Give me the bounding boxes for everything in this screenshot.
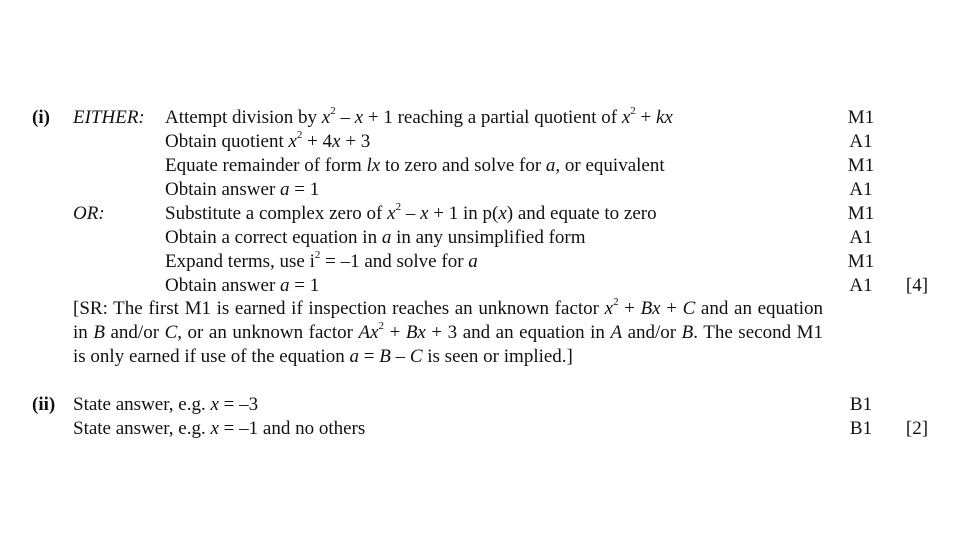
- or-step-2-mark: A1: [849, 227, 873, 248]
- or-label: OR:: [73, 203, 105, 224]
- or-step-1: Substitute a complex zero of $x^2 - x + 1$ in p(x) and equate to zero: [165, 200, 657, 224]
- or-step-1-mark: M1: [847, 203, 875, 224]
- either-step-3-mark: M1: [847, 155, 875, 176]
- part-ii-step-1: State answer, e.g. x = –3: [73, 394, 259, 415]
- special-ruling: [SR: The first M1 is earned if inspection reaches an unknown factor $x^2 + Bx + C$ and an equation in B and/or C, or an unknown factor $Ax^2 + Bx + 3$ and an equation in A and/or B. The second M1 is only earned if use of the equation a = B – C is seen or implied.]: [73, 295, 824, 367]
- part-i-label: (i): [32, 107, 50, 128]
- part-ii-step-2-mark: B1: [849, 418, 873, 439]
- either-step-1-mark: M1: [847, 107, 875, 128]
- or-step-2: Obtain a correct equation in a in any unsimplified form: [165, 227, 586, 248]
- part-i-total: [4]: [905, 275, 929, 296]
- or-step-3: Expand terms, use $i^2 = -1$ and solve for a: [165, 248, 478, 272]
- either-step-1: Attempt division by $x^2 - x + 1$ reaching a partial quotient of $x^2$ + kx: [165, 104, 673, 128]
- part-ii-step-1-mark: B1: [849, 394, 873, 415]
- either-step-4: Obtain answer a = 1: [165, 179, 320, 200]
- either-step-4-mark: A1: [849, 179, 873, 200]
- either-step-3: Equate remainder of form lx to zero and solve for a, or equivalent: [165, 155, 665, 176]
- or-step-4: Obtain answer a = 1: [165, 275, 320, 296]
- either-step-2-mark: A1: [849, 131, 873, 152]
- either-step-2: Obtain quotient $x^2 + 4x + 3$: [165, 128, 371, 152]
- either-label: EITHER:: [73, 107, 145, 128]
- part-ii-total: [2]: [905, 418, 929, 439]
- or-step-4-mark: A1: [849, 275, 873, 296]
- or-step-3-mark: M1: [847, 251, 875, 272]
- part-ii-step-2: State answer, e.g. x = –1 and no others: [73, 418, 366, 439]
- part-ii-label: (ii): [32, 394, 56, 415]
